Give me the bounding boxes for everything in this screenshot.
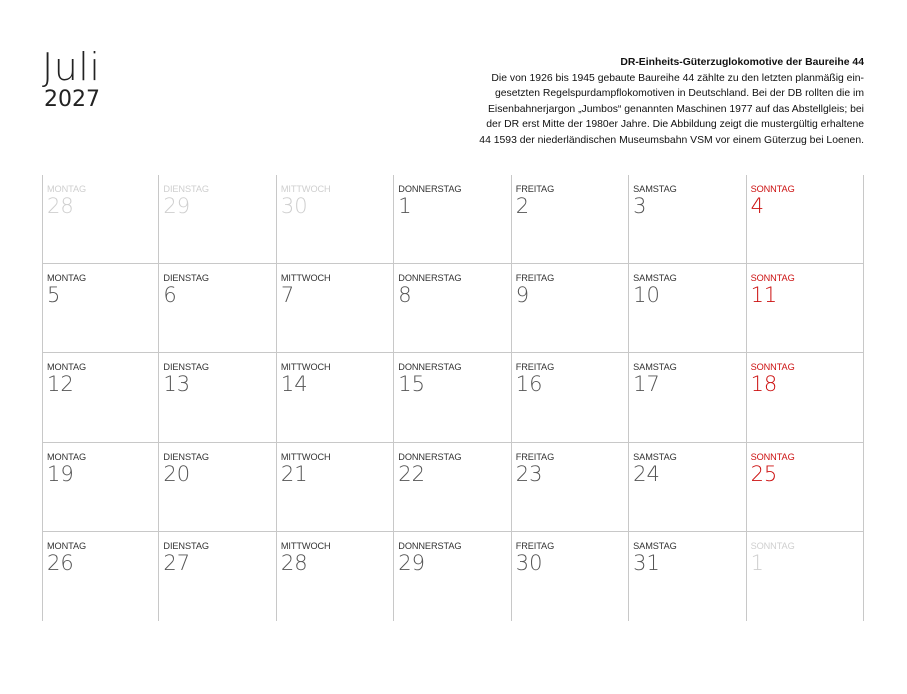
day-number: 15 [398, 372, 426, 397]
day-number: 30 [280, 194, 308, 218]
calendar-day-cell [747, 353, 864, 442]
calendar-day-cell [277, 443, 394, 532]
calendar-day-cell [629, 175, 746, 264]
calendar-day-cell [159, 443, 276, 532]
weekday-label: FREITAG [515, 273, 555, 284]
calendar-day-cell [394, 532, 511, 621]
weekday-label: DONNERSTAG [398, 273, 462, 284]
weekday-label: DIENSTAG [163, 184, 209, 194]
weekday-label: SONNTAG [750, 540, 795, 551]
weekday-label: MITTWOCH [280, 540, 331, 551]
calendar-day-cell [277, 353, 394, 442]
weekday-label: DIENSTAG [163, 451, 209, 462]
caption-line: Eisenbahnerjargon „Jumbos“ genannten Maschinen 1977 auf das Abstellgleis; bei [487, 103, 864, 115]
day-number: 29 [163, 194, 191, 218]
day-number: 28 [280, 550, 308, 575]
caption-line: der DR erst Mitte der 1980er Jahre. Die Abbildung zeigt die mustergültig erhaltene [486, 119, 864, 131]
weekday-label: MITTWOCH [280, 362, 331, 373]
day-number: 7 [280, 283, 295, 308]
day-number: 11 [750, 283, 778, 308]
weekday-label: FREITAG [515, 184, 555, 194]
day-number: 29 [398, 550, 426, 575]
year-label: 2027 [44, 87, 100, 112]
weekday-label: FREITAG [515, 540, 555, 551]
caption-title: DR-Einheits-Güterzuglokomotive der Baureihe 44 [620, 57, 864, 68]
calendar-day-cell [629, 443, 746, 532]
calendar-day-cell [512, 353, 629, 442]
calendar-day-cell [512, 175, 629, 264]
day-number: 10 [633, 283, 660, 308]
weekday-label: DONNERSTAG [398, 451, 462, 462]
weekday-label: MONTAG [47, 540, 87, 551]
calendar-day-cell [747, 175, 864, 264]
calendar-day-cell [159, 353, 276, 442]
weekday-label: DONNERSTAG [398, 540, 462, 551]
day-number: 5 [47, 283, 61, 308]
calendar-day-cell [629, 353, 746, 442]
calendar-day-cell [512, 532, 629, 621]
weekday-label: DIENSTAG [163, 540, 209, 551]
calendar-grid [42, 175, 864, 621]
day-number: 18 [750, 372, 778, 397]
calendar-day-cell [42, 175, 159, 264]
day-number: 21 [280, 461, 308, 486]
weekday-label: SONNTAG [750, 273, 795, 284]
calendar-day-cell [42, 264, 159, 353]
calendar-day-cell [394, 443, 511, 532]
weekday-label: DIENSTAG [163, 362, 209, 373]
weekday-label: MITTWOCH [280, 273, 331, 284]
calendar-day-cell [747, 443, 864, 532]
weekday-label: DONNERSTAG [398, 184, 462, 194]
weekday-label: MONTAG [47, 451, 87, 462]
calendar-day-cell [512, 443, 629, 532]
photo-caption [424, 55, 864, 149]
caption-line: 44 1593 der niederländischen Museumsbahn VSM vor einem Güterzug bei Loenen. [479, 134, 864, 146]
day-number: 28 [47, 194, 74, 218]
calendar-day-cell [747, 264, 864, 353]
day-number: 17 [633, 372, 660, 397]
caption-line: gesetzten Regelspurdampflokomotiven in Deutschland. Bei der DB rollten die im [494, 88, 864, 100]
day-number: 14 [280, 372, 308, 397]
weekday-label: MONTAG [47, 184, 87, 194]
day-number: 24 [633, 461, 660, 486]
weekday-label: SONNTAG [750, 362, 795, 373]
calendar-day-cell [277, 175, 394, 264]
day-number: 12 [47, 372, 74, 397]
day-number: 1 [398, 194, 412, 218]
calendar-day-cell [394, 175, 511, 264]
weekday-label: SAMSTAG [633, 273, 677, 284]
calendar-day-cell [629, 532, 746, 621]
caption-line: Die von 1926 bis 1945 gebaute Baureihe 44 zählte zu den letzten planmäßig ein- [491, 72, 864, 84]
month-title: Juli [42, 45, 101, 89]
weekday-label: DONNERSTAG [398, 362, 462, 373]
weekday-label: SAMSTAG [633, 184, 677, 194]
day-number: 1 [750, 550, 764, 575]
calendar-day-cell [42, 353, 159, 442]
day-number: 27 [163, 550, 191, 575]
day-number: 25 [750, 461, 778, 486]
day-number: 20 [163, 461, 191, 486]
day-number: 19 [47, 461, 74, 486]
weekday-label: SAMSTAG [633, 540, 677, 551]
calendar-day-cell [159, 532, 276, 621]
day-number: 6 [163, 283, 177, 308]
weekday-label: SONNTAG [750, 184, 795, 194]
calendar-day-cell [277, 264, 394, 353]
weekday-label: SONNTAG [750, 451, 795, 462]
calendar-day-cell [42, 532, 159, 621]
calendar-day-cell [629, 264, 746, 353]
calendar-day-cell [42, 443, 159, 532]
calendar-day-cell [394, 264, 511, 353]
day-number: 3 [633, 194, 647, 218]
calendar-day-cell [159, 175, 276, 264]
weekday-label: MONTAG [47, 362, 87, 373]
day-number: 13 [163, 372, 191, 397]
day-number: 23 [515, 461, 543, 486]
calendar-day-cell [277, 532, 394, 621]
calendar-day-cell [394, 353, 511, 442]
weekday-label: FREITAG [515, 362, 555, 373]
calendar-day-cell [747, 532, 864, 621]
day-number: 8 [398, 283, 412, 308]
weekday-label: SAMSTAG [633, 362, 677, 373]
day-number: 4 [750, 194, 764, 218]
day-number: 30 [515, 550, 543, 575]
calendar-day-cell [512, 264, 629, 353]
day-number: 9 [515, 283, 530, 308]
day-number: 2 [515, 194, 530, 218]
day-number: 22 [398, 461, 426, 486]
weekday-label: SAMSTAG [633, 451, 677, 462]
weekday-label: MITTWOCH [280, 184, 331, 194]
weekday-label: MITTWOCH [280, 451, 331, 462]
day-number: 26 [47, 550, 74, 575]
weekday-label: DIENSTAG [163, 273, 209, 284]
weekday-label: FREITAG [515, 451, 555, 462]
day-number: 16 [515, 372, 543, 397]
calendar-day-cell [159, 264, 276, 353]
weekday-label: MONTAG [47, 273, 87, 284]
day-number: 31 [633, 550, 660, 575]
